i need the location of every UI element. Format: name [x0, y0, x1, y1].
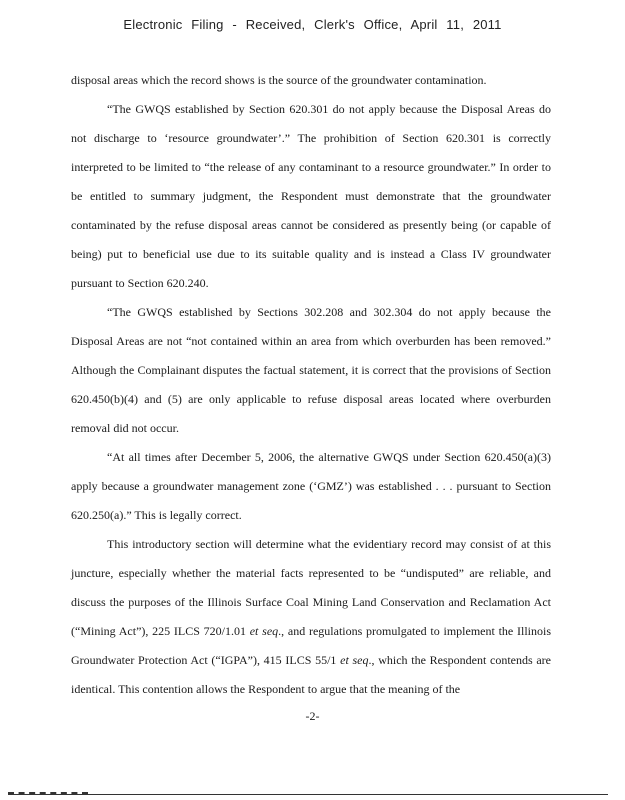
paragraph-continuation: disposal areas which the record shows is the source of the groundwater contamination.: [71, 73, 487, 87]
intro-text-part-1: This introductory section will determine what the evidentiary record may consist of at this juncture, especially whether the material facts represented to be “undisputed” are reliable, and discuss the purposes of the Illinois Surface Coal Mining Land Conservation and Reclamation Act (“Mining Act”), 225 ILCS 720/1.01: [71, 537, 551, 638]
et-seq-italic-1: et seq: [249, 624, 279, 638]
paragraph-302-208: “The GWQS established by Sections 302.208 and 302.304 do not apply because the Disposal Areas are not “not contained within an area from which overburden has been removed.” Although the Complainant disputes the factual statement, it is correct that the provisions of Section 620.450(b)(4) and (5) are only applicable to refuse disposal areas located where overburden removal did not occur.: [71, 305, 551, 435]
paragraph-620-301: “The GWQS established by Section 620.301 do not apply because the Disposal Areas do not discharge to ‘resource groundwater’.” The prohibition of Section 620.301 is correctly interpreted to be limited to “the release of any contaminant to a resource groundwater.” In order to be entitled to summary judgment, the Respondent must demonstrate that the groundwater contaminated by the refuse disposal areas cannot be considered as presently being (or capable of being) put to beneficial use due to its suitable quality and is instead a Class IV groundwater pursuant to Section 620.240.: [71, 102, 551, 290]
intro-text-part-3: ., which the Respondent contends are identical. This contention allows the Respondent to argue that the meaning of the: [71, 653, 552, 696]
footer-scan-line: [8, 794, 608, 795]
paragraph-gmz: “At all times after December 5, 2006, the alternative GWQS under Section 620.450(a)(3) apply because a groundwater management zone (‘GMZ’) was established . . . pursuant to Section 620.250(a).” This is legally correct.: [71, 450, 551, 522]
intro-text-part-2: ., and regulations promulgated to implement the Illinois Groundwater Protection Act (“IGPA”), 415 ILCS 55/1: [71, 624, 551, 667]
document-body: [71, 66, 551, 704]
page-number: -2-: [305, 709, 320, 723]
filing-stamp-header: Electronic Filing - Received, Clerk's Office, April 11, 2011: [123, 17, 502, 32]
paragraph-introductory-section: [71, 530, 551, 704]
et-seq-italic-2: et seq: [340, 653, 369, 667]
